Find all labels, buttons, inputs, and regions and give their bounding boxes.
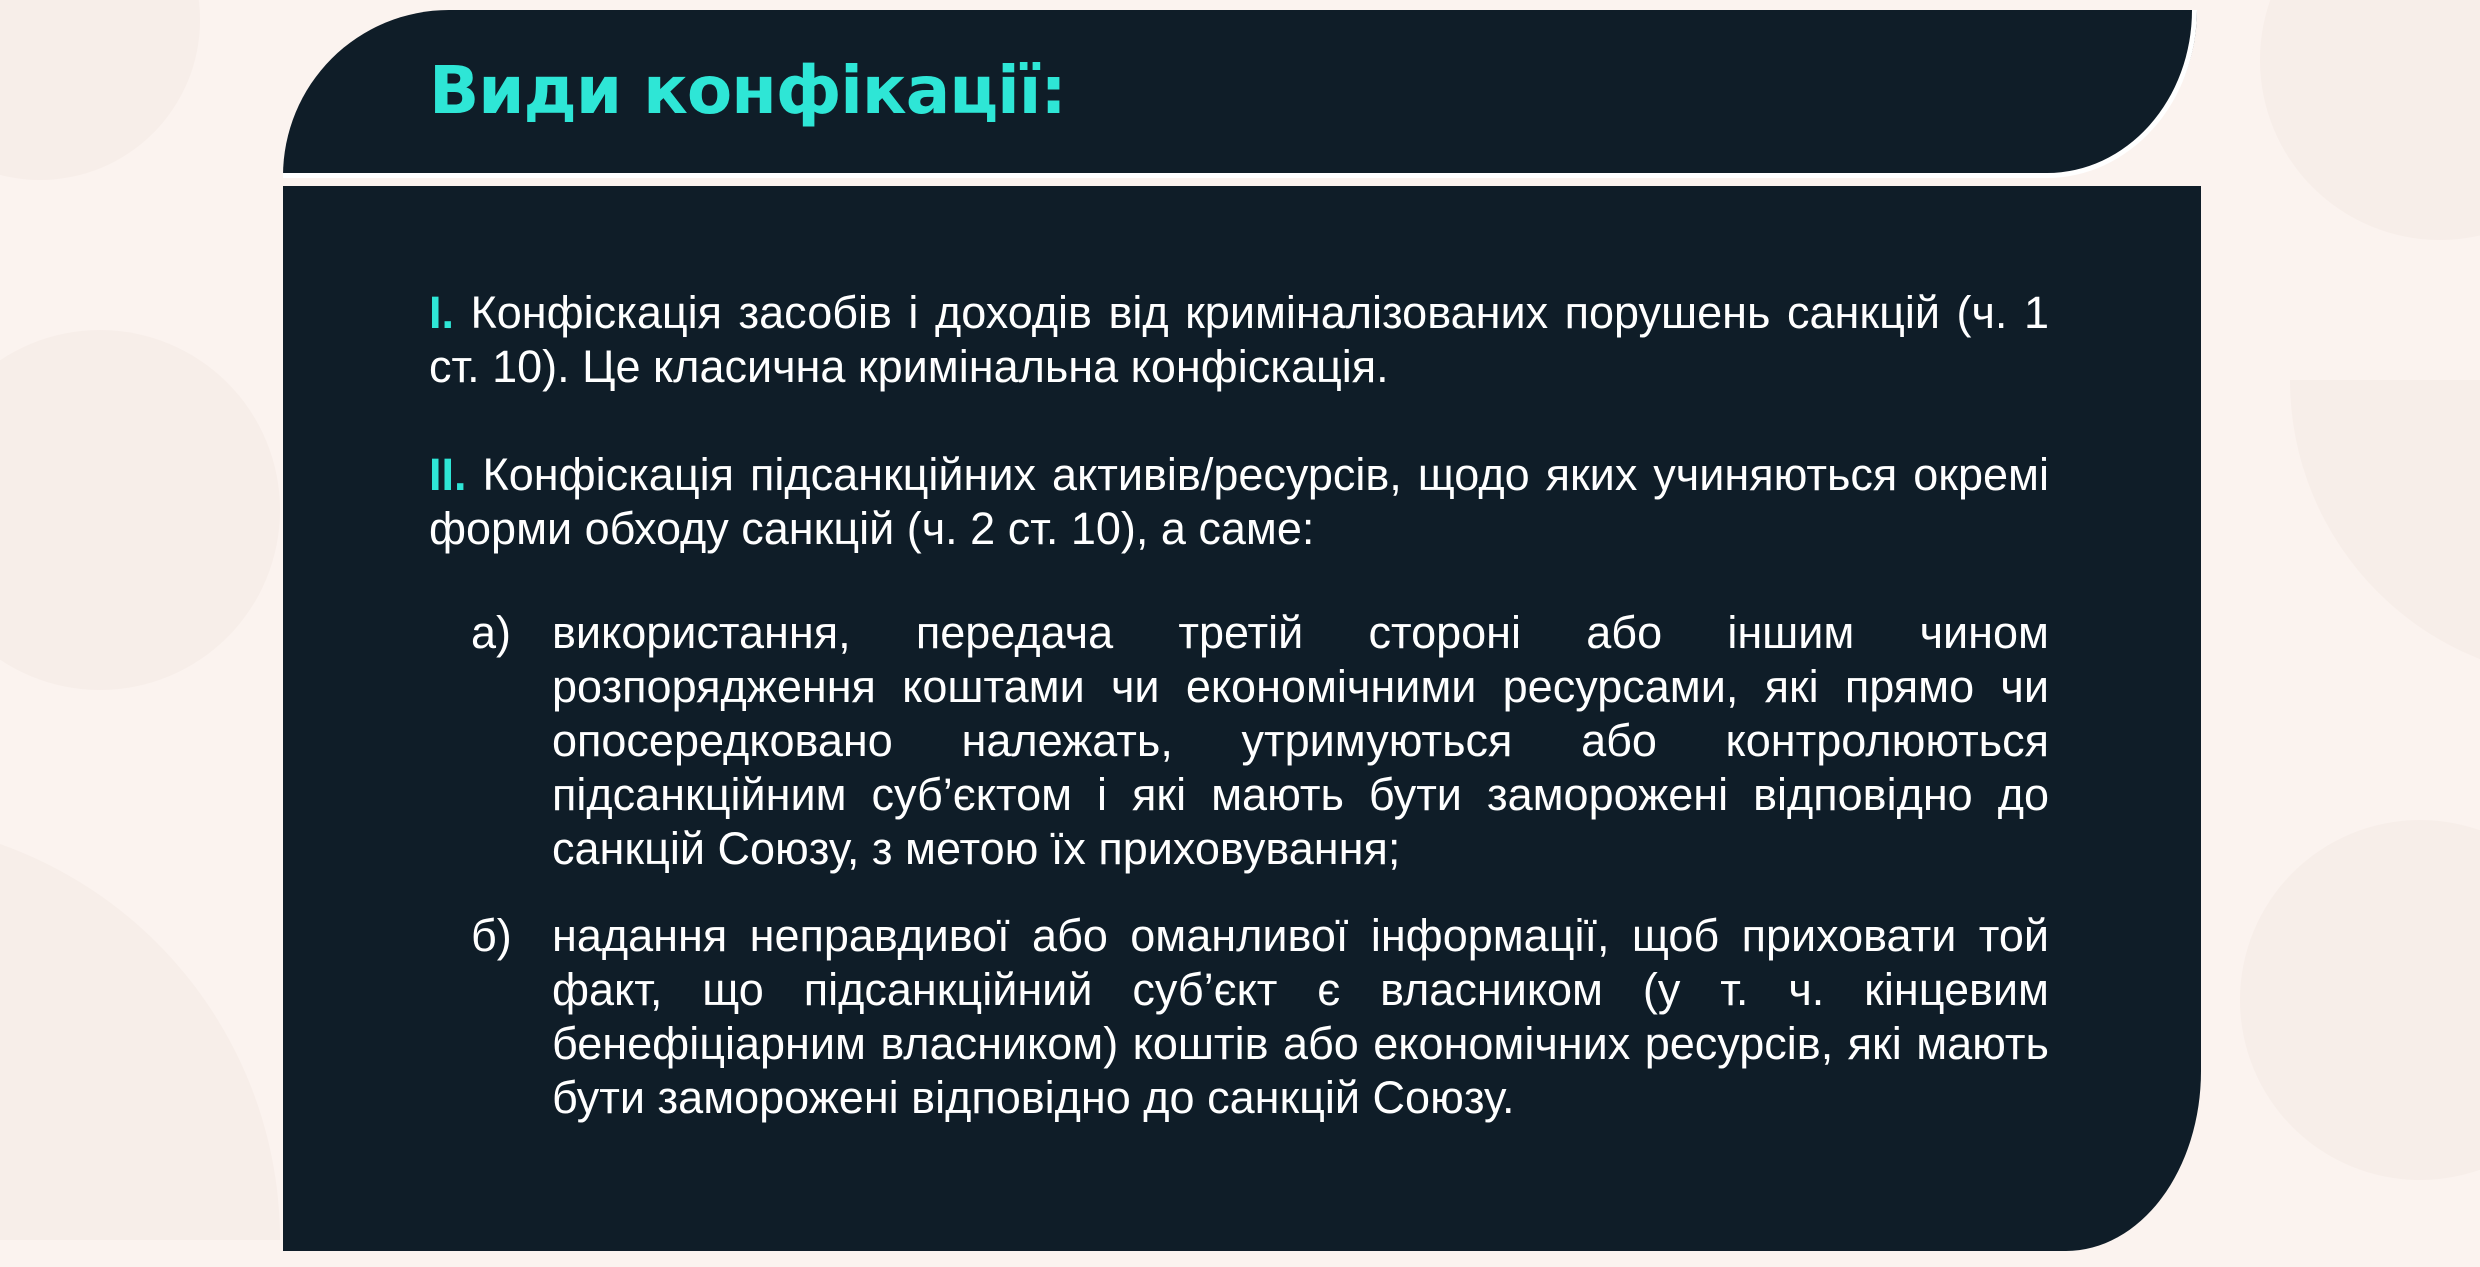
list-item-text: використання, передача третій стороні або іншим чином розпорядження коштами чи економічними ресурсами, які прямо чи опосередковано належать, утримуються або контролюються підсанкційним суб’єктом і які мають бути заморожені відповідно до санкцій Союзу, з метою їх приховування; <box>552 607 2049 874</box>
section-1-text: Конфіскація засобів і доходів від криміналізованих порушень санкцій (ч. 1 ст. 10). Це класична кримінальна конфіскація. <box>429 287 2049 392</box>
section-1 <box>429 286 2049 394</box>
section-2-subitems <box>429 606 2049 1125</box>
page-title: Види конфікації: <box>429 52 1066 129</box>
list-item-text: надання неправдивої або оманливої інформації, щоб приховати той факт, що підсанкційний суб’єкт є власником (у т. ч. кінцевим бенефіціарним власником) коштів або економічних ресурсів, які мають бути заморожені відповідно до санкцій Союзу. <box>552 910 2049 1123</box>
list-item <box>429 606 2049 876</box>
list-item-marker: а) <box>471 607 512 658</box>
section-1-numeral: I. <box>429 287 455 338</box>
section-2-text: Конфіскація підсанкційних активів/ресурсів, щодо яких учиняються окремі форми обходу санкцій (ч. 2 ст. 10), а саме: <box>429 449 2049 554</box>
section-2 <box>429 448 2049 556</box>
list-item-marker: б) <box>471 910 512 961</box>
section-2-numeral: II. <box>429 449 467 500</box>
content-body <box>429 286 2049 1158</box>
list-item <box>429 909 2049 1125</box>
